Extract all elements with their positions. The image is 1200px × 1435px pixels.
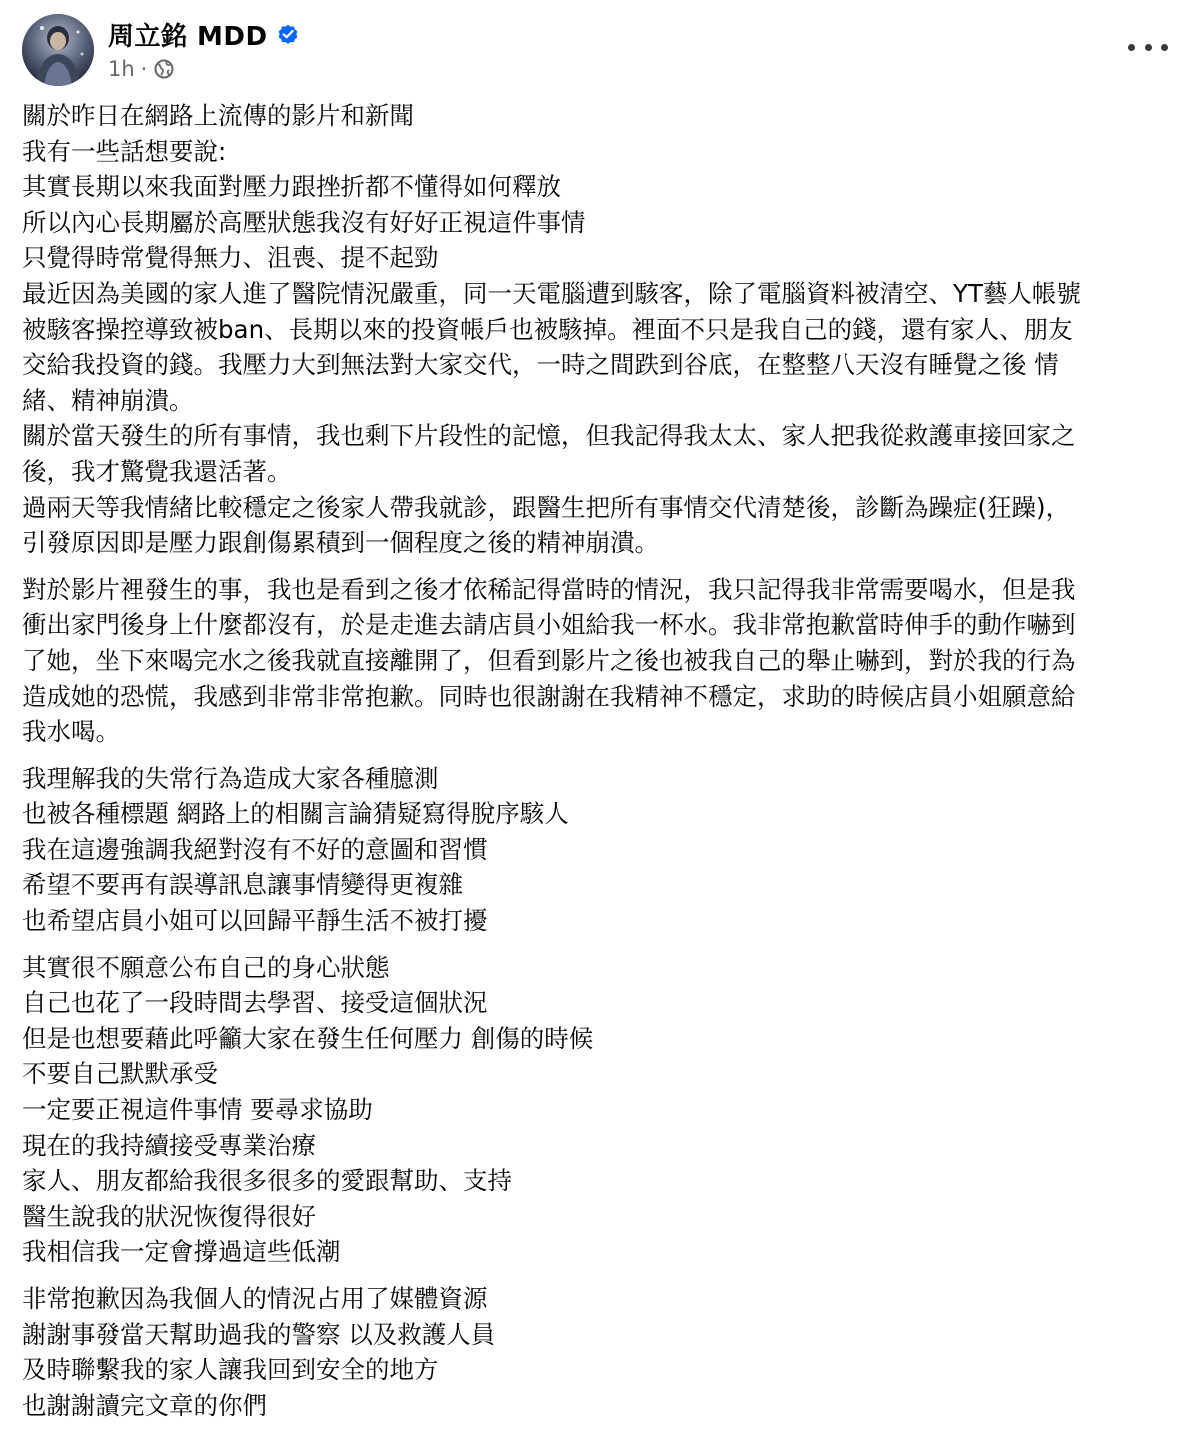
post-text-line: 交給我投資的錢。我壓力大到無法對大家交代，一時之間跌到谷底，在整整八天沒有睡覺之後 情 [22,350,1059,380]
more-horizontal-icon [1161,44,1168,51]
post-text-line: 不要自己默默承受 [22,1059,218,1089]
post-text-line: 過兩天等我情緒比較穩定之後家人帶我就診，跟醫生把所有事情交代清楚後，診斷為躁症(狂躁)， [22,492,1071,522]
post-text-line: 造成她的恐慌，我感到非常非常抱歉。同時也很謝謝在我精神不穩定，求助的時候店員小姐願意給 [22,681,1076,711]
post-text-line: 衝出家門後身上什麼都沒有，於是走進去請店員小姐給我一杯水。我非常抱歉當時伸手的動作嚇到 [22,610,1076,640]
post-text-line: 所以內心長期屬於高壓狀態我沒有好好正視這件事情 [22,207,586,237]
post-body [22,98,1182,1423]
post-text-line: 關於昨日在網路上流傳的影片和新聞 [22,101,414,130]
post-paragraph [22,572,1182,750]
author-block [108,16,300,82]
post-meta [108,56,300,82]
post-text-line: 我有一些話想要說: [22,136,227,166]
post-text-line: 其實很不願意公布自己的身心狀態 [22,952,390,982]
post-paragraph [22,98,1182,561]
author-name[interactable]: 周立銘 MDD [108,21,268,52]
post-text-line: 一定要正視這件事情 要尋求協助 [22,1095,373,1125]
post-text-line: 了她，坐下來喝完水之後我就直接離開了，但看到影片之後也被我自己的舉止嚇到，對於我的行為 [22,645,1076,675]
post-text-line: 非常抱歉因為我個人的情況占用了媒體資源 [22,1284,488,1313]
post-text-line: 希望不要再有誤導訊息讓事情變得更複雜 [22,870,463,900]
post-text-line: 也謝謝讀完文章的你們 [22,1390,267,1420]
post-text-line: 最近因為美國的家人進了醫院情況嚴重，同一天電腦遭到駭客，除了電腦資料被清空、YT藝人帳號 [22,278,1081,308]
meta-separator: · [140,57,148,81]
more-horizontal-icon [1145,44,1152,51]
post-text-line: 對於影片裡發生的事，我也是看到之後才依稀記得當時的情況，我只記得我非常需要喝水，但是我 [22,574,1076,604]
post-text-line: 家人、朋友都給我很多很多的愛跟幫助、支持 [22,1166,512,1196]
post-text-line: 謝謝事發當天幫助過我的警察 以及救護人員 [22,1319,496,1349]
post-paragraph [22,1281,1182,1423]
avatar[interactable] [22,14,94,86]
post-text-line: 緒、精神崩潰。 [22,385,194,415]
post-text-line: 引發原因即是壓力跟創傷累積到一個程度之後的精神崩潰。 [22,528,659,558]
post-text-line: 被駭客操控導致被ban、長期以來的投資帳戶也被駭掉。裡面不只是我自己的錢，還有家人、朋友 [22,314,1073,344]
more-options-button[interactable] [1128,34,1168,60]
author-row [108,16,300,52]
more-horizontal-icon [1128,44,1135,51]
post-text-line: 我在這邊強調我絕對沒有不好的意圖和習慣 [22,834,488,864]
post-timestamp[interactable]: 1h [108,57,135,81]
post-text-line: 也被各種標題 網路上的相關言論猜疑寫得脫序駭人 [22,799,569,829]
post-text-line: 但是也想要藉此呼籲大家在發生任何壓力 創傷的時候 [22,1023,594,1053]
post-paragraph [22,950,1182,1270]
post-header [22,12,1182,88]
avatar-photo [22,14,94,86]
post-text-line: 後，我才驚覺我還活著。 [22,456,292,486]
post-text-line: 我相信我一定會撐過這些低潮 [22,1237,341,1267]
post-paragraph [22,761,1182,939]
post-text-line: 醫生說我的狀況恢復得很好 [22,1201,316,1231]
globe-icon[interactable] [153,58,175,80]
post-text-line: 其實長期以來我面對壓力跟挫折都不懂得如何釋放 [22,172,561,202]
post-text-line: 自己也花了一段時間去學習、接受這個狀況 [22,988,488,1018]
post-text-line: 也希望店員小姐可以回歸平靜生活不被打擾 [22,906,488,936]
verified-badge-icon [276,22,300,46]
post-text-line: 及時聯繫我的家人讓我回到安全的地方 [22,1355,439,1385]
post-text-line: 關於當天發生的所有事情，我也剩下片段性的記憶，但我記得我太太、家人把我從救護車接回家之 [22,421,1076,451]
post-text-line: 只覺得時常覺得無力、沮喪、提不起勁 [22,243,439,273]
post-text-line: 現在的我持續接受專業治療 [22,1130,316,1160]
post-text-line: 我水喝。 [22,717,120,747]
post-text-line: 我理解我的失常行為造成大家各種臆測 [22,763,439,793]
